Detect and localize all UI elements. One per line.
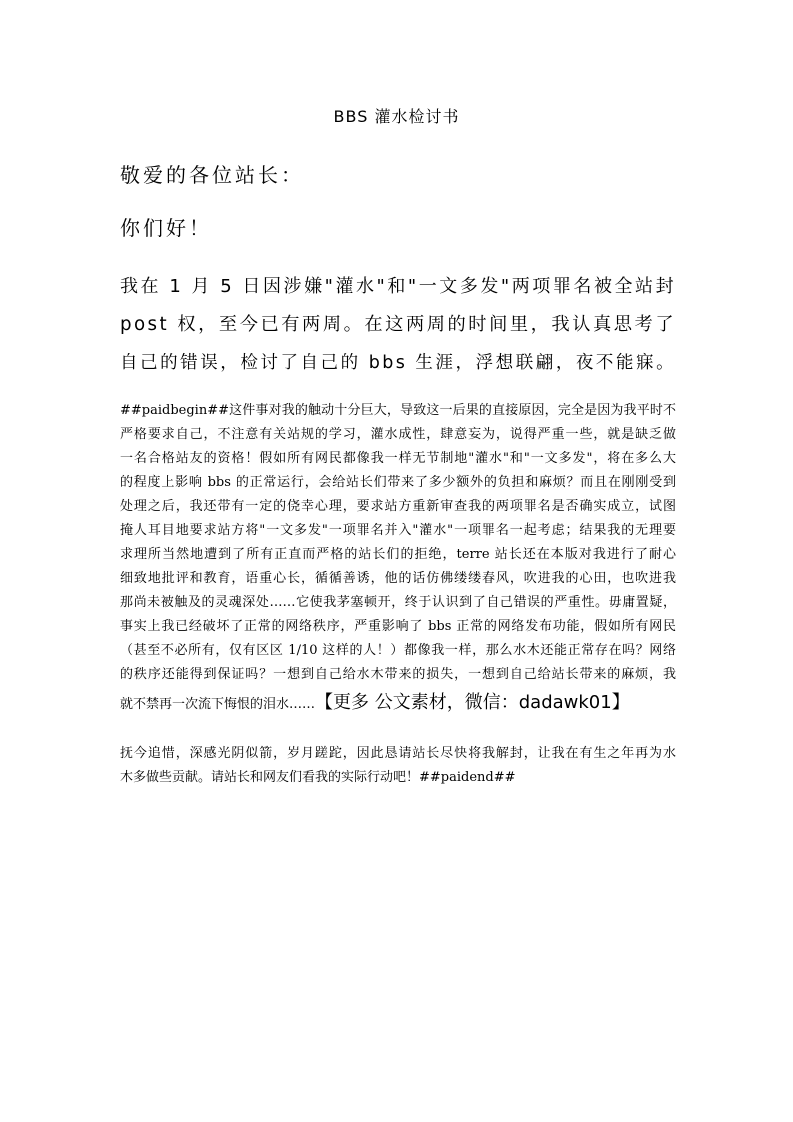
intro-line: 自己的错误，检讨了自己的 bbs 生涯，浮想联翩，夜不能寐。 xyxy=(120,353,676,373)
body-line: 严格要求自己，不注意有关站规的学习，灌水成性，肆意妄为，说得严重一些，就是缺乏做 xyxy=(120,427,676,442)
body-line: 那尚未被触及的灵魂深处……它使我茅塞顿开，终于认识到了自己错误的严重性。毋庸置疑， xyxy=(120,595,676,610)
body-line: 的秩序还能得到保证吗？一想到自己给水木带来的损失，一想到自己给站长带来的麻烦，我 xyxy=(120,667,676,682)
body-line: 的程度上影响 bbs 的正常运行，会给站长们带来了多少额外的负担和麻烦？而且在刚刚受到 xyxy=(120,475,676,490)
body-line: 事实上我已经破坏了正常的网络秩序，严重影响了 bbs 正常的网络发布功能，假如所有网民 xyxy=(120,619,676,634)
body-tail-line xyxy=(120,691,676,717)
closing-paragraph xyxy=(120,742,676,790)
intro-paragraph xyxy=(120,268,676,382)
body-line: 细致地批评和教育，语重心长，循循善诱，他的话仿佛缕缕春风，吹进我的心田，也吹进我 xyxy=(120,571,676,586)
closing-line: 抚今追惜，深感光阴似箭，岁月蹉跎，因此恳请站长尽快将我解封，让我在有生之年再为水 xyxy=(120,746,676,761)
body-paragraph xyxy=(120,399,676,717)
body-line: ##paidbegin##这件事对我的触动十分巨大，导致这一后果的直接原因，完全是因为我平时不 xyxy=(120,403,676,418)
body-line: 求理所当然地遭到了所有正直而严格的站长们的拒绝，terre 站长还在本版对我进行了耐心 xyxy=(120,547,676,562)
intro-line: post 权，至今已有两周。在这两周的时间里，我认真思考了 xyxy=(120,314,676,335)
document-title: BBS 灌水检讨书 xyxy=(333,107,460,126)
promo-text: 【更多 公文素材，微信：dadawk01】 xyxy=(315,692,630,713)
body-line: （甚至不必所有，仅有区区 1/10 这样的人！）都像我一样，那么水木还能正常存在吗？网络 xyxy=(120,643,676,658)
hello-line: 你们好！ xyxy=(120,216,212,240)
body-tail-text: 就不禁再一次流下悔恨的泪水…… xyxy=(120,697,316,712)
body-line: 掩人耳目地要求站方将"一文多发"一项罪名并入"灌水"一项罪名一起考虑；结果我的无理要 xyxy=(120,523,676,538)
intro-line: 我在 1 月 5 日因涉嫌"灌水"和"一文多发"两项罪名被全站封 xyxy=(120,276,676,297)
salutation: 敬爱的各位站长： xyxy=(120,163,304,187)
body-line: 一名合格站友的资格！假如所有网民都像我一样无节制地"灌水"和"一文多发"，将在多么大 xyxy=(120,451,676,466)
body-line: 处理之后，我还带有一定的侥幸心理，要求站方重新审查我的两项罪名是否确实成立，试图 xyxy=(120,499,676,514)
closing-line: 木多做些贡献。请站长和网友们看我的实际行动吧！##paidend## xyxy=(120,770,516,785)
